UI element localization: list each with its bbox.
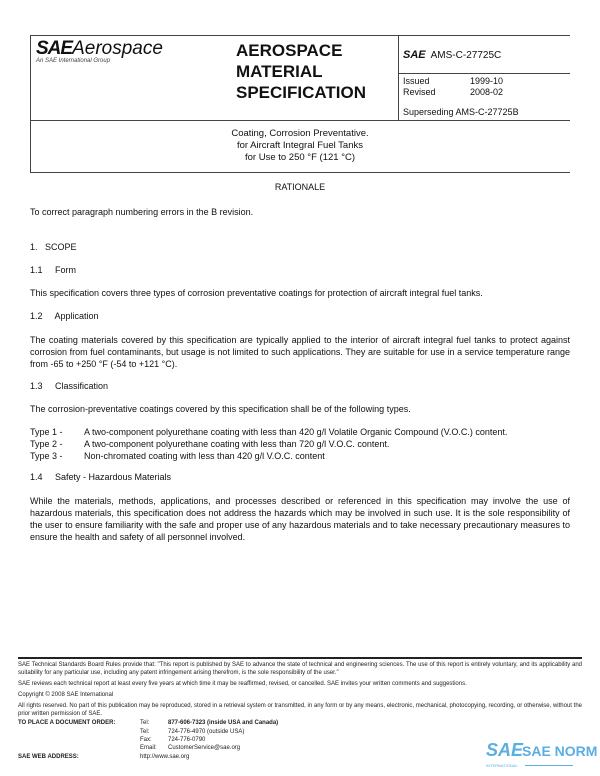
paragraph: The corrosion-preventative coatings covered by this specification shall be of the following types. <box>30 404 411 414</box>
divider <box>30 120 570 121</box>
sae-mark: SAE <box>403 49 426 61</box>
section-heading: 1. SCOPE <box>30 242 77 252</box>
issued-value: 1999-10 <box>470 76 504 86</box>
divider <box>30 35 570 36</box>
sae-norm-watermark <box>486 740 523 761</box>
doc-title-line: Coating, Corrosion Preventative. <box>231 128 369 139</box>
watermark-norm: SAE NORM <box>522 743 598 759</box>
type-label: Type 2 - <box>30 439 63 449</box>
logo-sae: SAE <box>36 38 73 59</box>
web-label: SAE WEB ADDRESS: <box>18 754 79 760</box>
divider <box>30 172 570 173</box>
paragraph: This specification covers three types of corrosion preventative coatings for protection of aircraft integral fuel tanks. <box>30 288 483 298</box>
doc-number-row <box>403 49 501 61</box>
type-text: A two-component polyurethane coating with less than 720 g/l V.O.C. content. <box>84 439 390 449</box>
revised-value: 2008-02 <box>470 87 504 97</box>
issued-label: Issued <box>403 76 430 86</box>
contact-value: 724-776-4970 (outside USA) <box>168 729 245 735</box>
sae-aerospace-logo <box>36 38 163 64</box>
title-line: MATERIAL <box>236 62 323 81</box>
order-label: TO PLACE A DOCUMENT ORDER: <box>18 720 116 726</box>
divider <box>398 73 570 74</box>
title-line: AEROSPACE <box>236 41 343 60</box>
footer-rules: SAE Technical Standards Board Rules provide that: "This report is published by SAE to advance the state of technical and engineering sciences. The use of this report is entirely voluntary, and its applicability and suitability for any particular use, including any patent infringement arising therefrom, is the sole responsibility of the user." <box>18 662 582 676</box>
logo-tagline: An SAE International Group <box>36 58 111 64</box>
footer-copyright: Copyright © 2008 SAE International <box>18 692 114 698</box>
contact-value: 877-606-7323 (inside USA and Canada) <box>168 720 279 726</box>
type-label: Type 3 - <box>30 451 63 461</box>
document-type-title <box>236 40 366 103</box>
footer-rights: All rights reserved. No part of this publication may be reproduced, stored in a retrieval system or transmitted, in any form or by any means, electronic, mechanical, photocopying, recording, or otherwise, without the prior written permission of SAE. <box>18 703 582 717</box>
superseding: Superseding AMS-C-27725B <box>403 107 519 117</box>
section-heading: 1.4 Safety - Hazardous Materials <box>30 472 172 482</box>
contact-label: Tel: <box>140 720 150 726</box>
section-heading: 1.1 Form <box>30 265 77 275</box>
watermark-line <box>525 765 573 766</box>
section-heading: 1.2 Application <box>30 311 99 321</box>
rationale-heading: RATIONALE <box>274 182 326 192</box>
section-heading: 1.3 Classification <box>30 381 109 391</box>
type-text: A two-component polyurethane coating with less than 420 g/l Volatile Organic Compound (V.O.C.) content. <box>84 427 508 437</box>
contact-label: Fax: <box>140 737 152 743</box>
doc-title-line: for Use to 250 °F (121 °C) <box>244 152 356 163</box>
paragraph: While the materials, methods, applications, and processes described or referenced in this specification may involve the use of hazardous materials, this specification does not address the hazards which may be involved in such use. It is the sole responsibility of the user to ensure familiarity with the safe and proper use of any hazardous materials and to take necessary precautionary measures to ensure the health and safety of all personnel involved. <box>30 496 570 542</box>
web-link[interactable]: http://www.sae.org <box>140 754 190 760</box>
doc-title-line: for Aircraft Integral Fuel Tanks <box>236 140 364 151</box>
footer-review: SAE reviews each technical report at least every five years at which time it may be reaffirmed, revised, or cancelled. SAE invites your written comments and suggestions. <box>18 681 467 687</box>
rationale-text: To correct paragraph numbering errors in the B revision. <box>30 207 254 217</box>
contact-value: 724-776-0790 <box>168 737 206 743</box>
title-line: SPECIFICATION <box>236 83 367 102</box>
type-text: Non-chromated coating with less than 420 g/l V.O.C. content <box>84 451 325 461</box>
paragraph: The coating materials covered by this specification are typically applied to the interior of aircraft integral fuel tanks to protect against corrosion from fuel contaminants, but usage is not limited to such applications. They are suitable for use in a service temperature range from -65 to +250 °F (-54 to +121 °C). <box>30 335 570 369</box>
contact-label: Email: <box>140 745 157 751</box>
revised-label: Revised <box>403 87 436 97</box>
footer-divider <box>18 657 582 659</box>
divider <box>398 35 399 121</box>
contact-label: Tel: <box>140 729 150 735</box>
type-label: Type 1 - <box>30 427 63 437</box>
doc-number: AMS-C-27725C <box>430 50 502 61</box>
watermark-sae: SAE <box>486 740 524 760</box>
contact-email[interactable]: CustomerService@sae.org <box>168 745 241 751</box>
logo-aerospace: Aerospace <box>72 38 163 59</box>
watermark-sub: INTERNATIONAL <box>486 763 518 768</box>
document-title <box>30 128 570 164</box>
